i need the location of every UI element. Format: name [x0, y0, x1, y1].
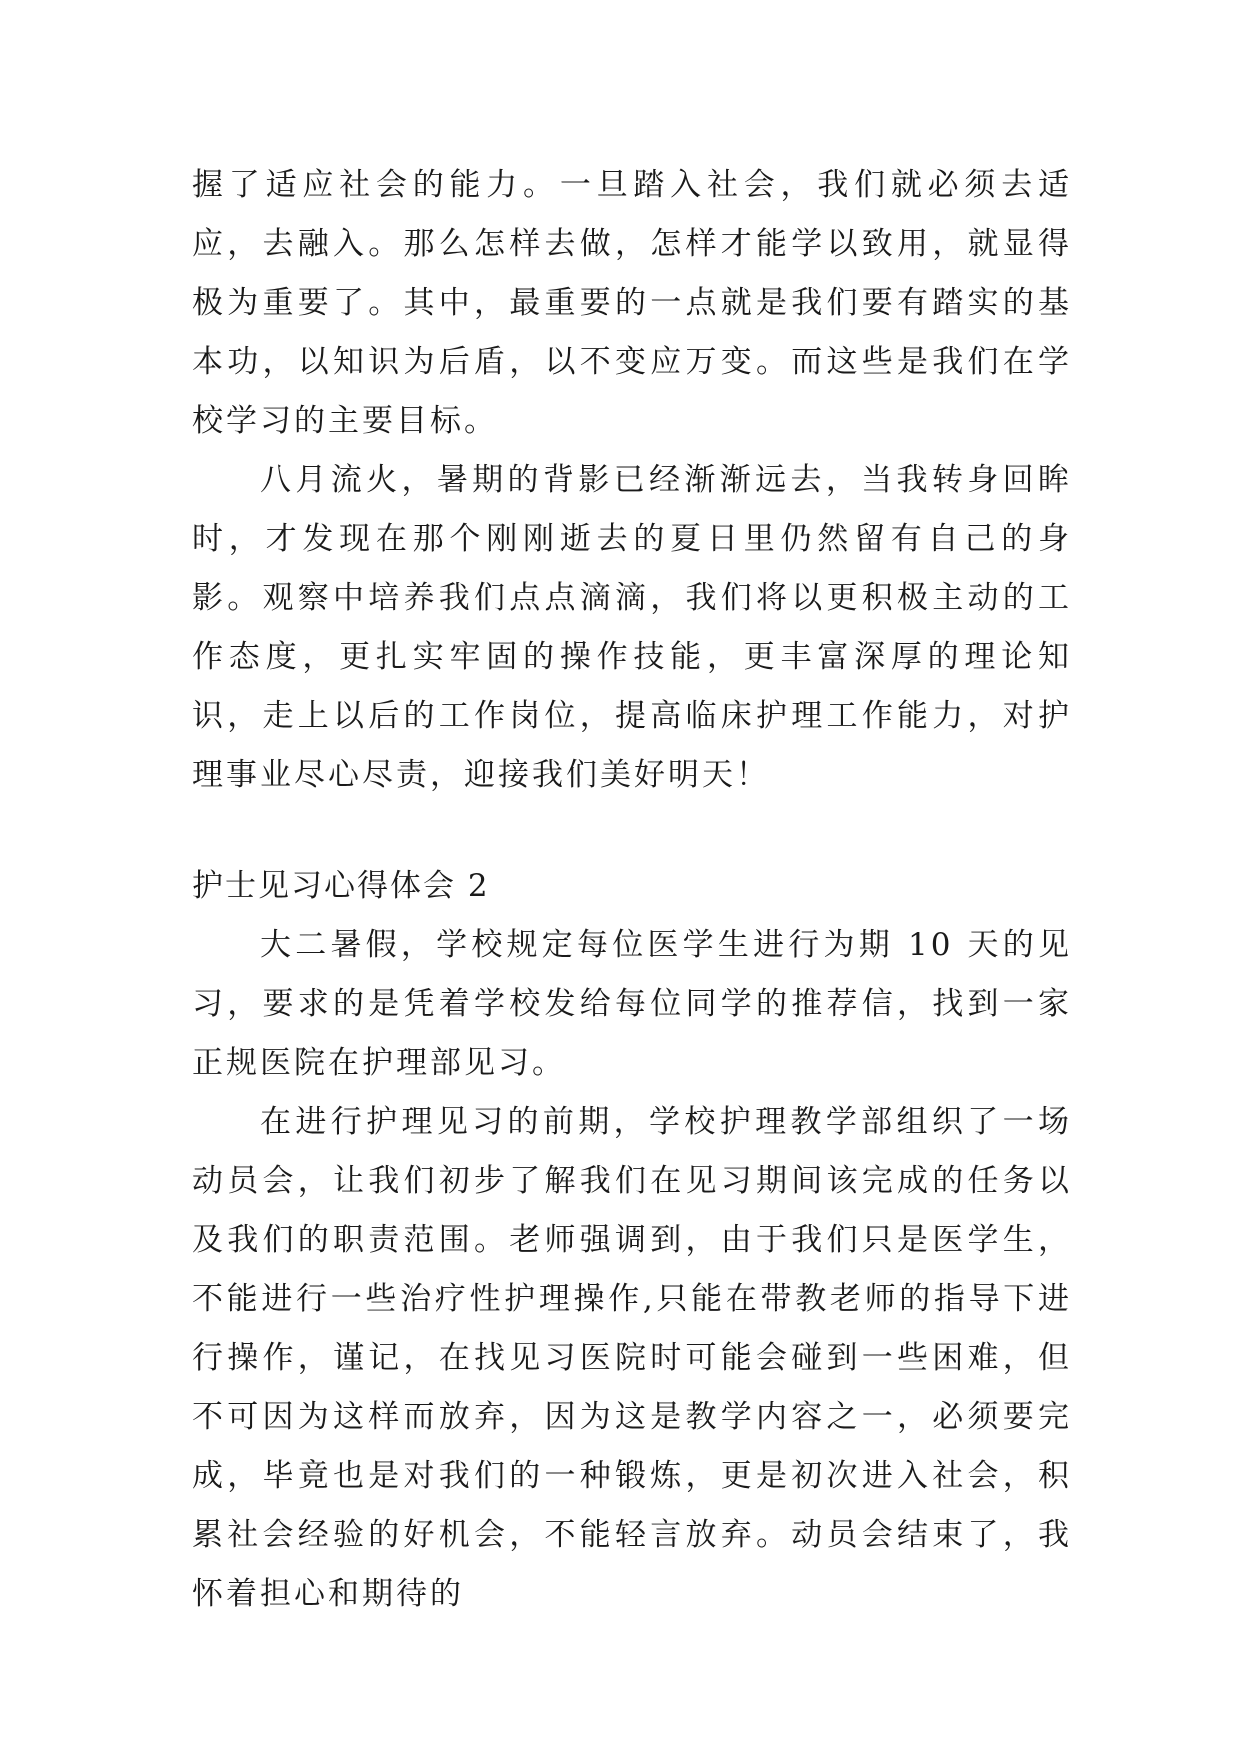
document-body — [192, 156, 1072, 1624]
section-title: 护士见习心得体会 2 — [192, 868, 490, 904]
paragraph-summer-internship: 大二暑假，学校规定每位医学生进行为期 10 天的见习，要求的是凭着学校发给每位同学的推荐信，找到一家正规医院在护理部见习。 — [192, 927, 1072, 1081]
paragraph-continuation: 握了适应社会的能力。一旦踏入社会，我们就必须去适应，去融入。那么怎样去做，怎样才能学以致用，就显得极为重要了。其中，最重要的一点就是我们要有踏实的基本功，以知识为后盾，以不变应万变。而这些是我们在学校学习的主要目标。 — [192, 167, 1072, 439]
paragraph-mobilization-meeting: 在进行护理见习的前期，学校护理教学部组织了一场动员会，让我们初步了解我们在见习期间该完成的任务以及我们的职责范围。老师强调到，由于我们只是医学生，不能进行一些治疗性护理操作,只能在带教老师的指导下进行操作，谨记，在找见习医院时可能会碰到一些困难，但不可因为这样而放弃，因为这是教学内容之一，必须要完成，毕竟也是对我们的一种锻炼，更是初次进入社会，积累社会经验的好机会，不能轻言放弃。动员会结束了，我怀着担心和期待的 — [192, 1104, 1072, 1612]
paragraph-august: 八月流火，暑期的背影已经渐渐远去，当我转身回眸时，才发现在那个刚刚逝去的夏日里仍然留有自己的身影。观察中培养我们点点滴滴，我们将以更积极主动的工作态度，更扎实牢固的操作技能，更丰富深厚的理论知识，走上以后的工作岗位，提高临床护理工作能力，对护理事业尽心尽责，迎接我们美好明天！ — [192, 462, 1072, 793]
